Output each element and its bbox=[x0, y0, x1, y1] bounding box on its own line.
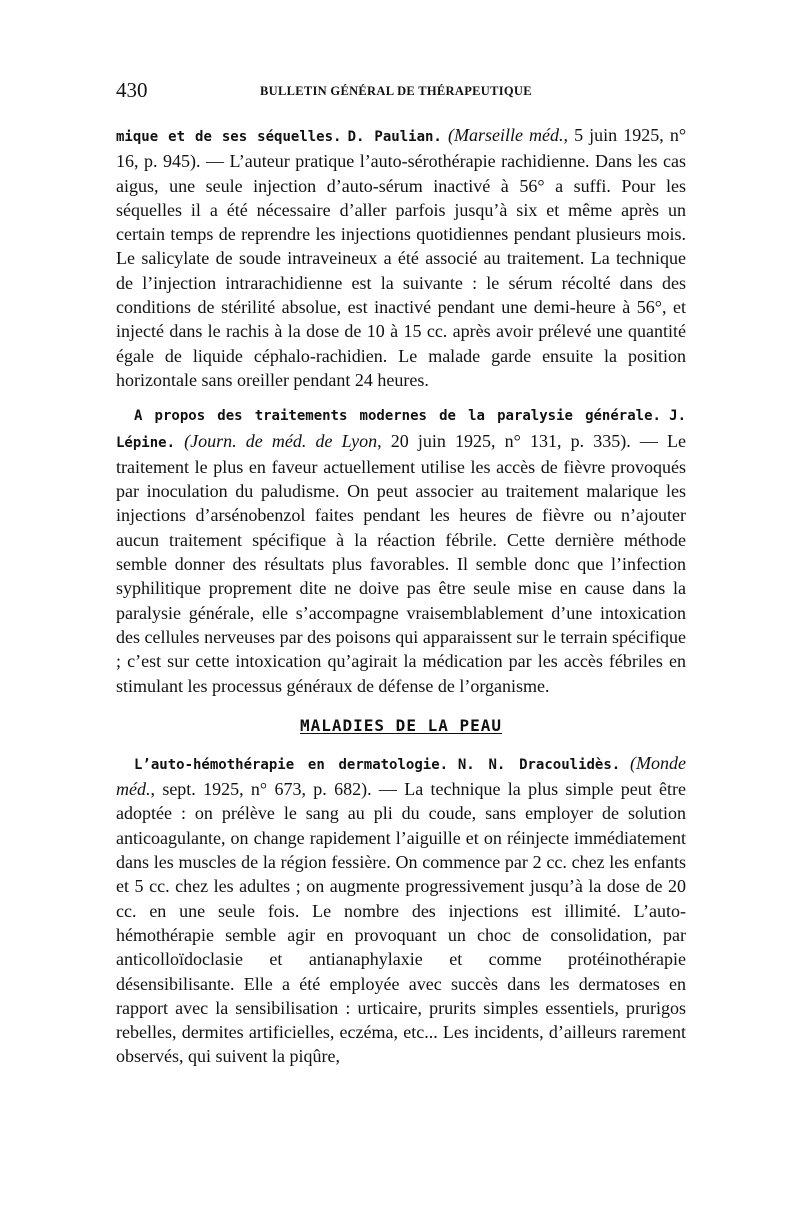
article-dracoulides bbox=[116, 751, 686, 1069]
journal-name: (Marseille méd. bbox=[447, 125, 564, 145]
citation: , 20 juin 1925, n° 131, p. 335). bbox=[377, 430, 631, 451]
article-body: — La technique la plus simple peut être adoptée : on prélève le sang au pli du coude, sans employer de solution anticoagulante, on change rapidement l’aiguille et on réinjecte immédiatement dans les muscles de la région fessière. On commence par 2 cc. chez les enfants et 5 cc. chez les adultes ; on augmente progressivement jusqu’à la dose de 20 cc. en une seule fois. Le nombre des injections est illimité. L’auto-hémothérapie semble agir en provoquant un choc de consolidation, par anticolloïdoclasie et antianaphylaxie et comme protéinothérapie désensibilisante. Elle a été employée avec succès dans les dermatoses en rapport avec la sensibilisation : urticaire, prurits simples essentiels, prurigos rebelles, dermites artificielles, eczéma, etc... Les incidents, d’ailleurs rarement observés, qui suivent la piqûre, bbox=[116, 779, 687, 1067]
article-body: — L’auteur pratique l’auto-sérothérapie rachidienne. Dans les cas aigus, une seule injection d’auto-sérum inactivé à 56° a suffi. Pour les séquelles il a été nécessaire d’aller parfois jusqu’à six et même après un certain temps de reprendre les injections quotidiennes pendant plusieurs mois. Le salicylate de soude intraveineux a été associé au traitement. La technique de l’injection intrarachidienne est la suivante : le sérum récolté dans des conditions de stérilité absolue, est inactivé pendant une demi-heure à 56°, et injecté dans le rachis à la dose de 10 à 15 cc. après avoir prélevé une quantité égale de liquide céphalo-rachidien. Le malade garde ensuite la position horizontale sans oreiller pendant 24 heures. bbox=[116, 151, 686, 390]
citation: , sept. 1925, n° 673, p. 682). bbox=[150, 779, 372, 800]
article-lepine bbox=[116, 402, 686, 698]
article-title: L’auto-hémothérapie en dermatologie. bbox=[134, 756, 449, 773]
page-number: 430 bbox=[116, 78, 148, 102]
journal-name: (Journ. de méd. de Lyon bbox=[184, 430, 378, 451]
citation: , 5 juin 1925, n° 16, p. 945). bbox=[116, 125, 687, 172]
article-title: A propos des traitements modernes de la paralysie générale. bbox=[134, 408, 661, 425]
journal-name: (Monde méd. bbox=[116, 752, 687, 800]
page-header bbox=[116, 78, 686, 102]
running-title: BULLETIN GÉNÉRAL DE THÉRAPEUTIQUE bbox=[260, 84, 532, 98]
article-authors: N. N. Dracoulidès. bbox=[457, 756, 621, 773]
article-authors: D. Paulian. bbox=[347, 129, 442, 145]
article-title: mique et de ses séquelles. bbox=[116, 129, 342, 145]
section-heading: MALADIES DE LA PEAU bbox=[299, 715, 503, 735]
article-body: — Le traitement le plus en faveur actuellement utilise les accès de fièvre provoqués par inoculation du paludisme. On peut associer au traitement malarique les injections d’arsénobenzol faites pendant les heures de fièvre ou n’ajouter aucun traitement spécifique à la réaction fébrile. Cette dernière méthode semble donner des résultats plus favorables. Il semble donc que l’infection syphilitique proprement dite ne doive pas être seule mise en cause dans la paralysie générale, elle s’accompagne vraisemblablement d’une intoxication des cellules nerveuses par des poisons qui apparaissent sur le terrain spécifique ; c’est sur cette intoxication qu’agirait la médication par les accès fébriles en stimulant les processus généraux de défense de l’organisme. bbox=[116, 430, 687, 696]
book-page bbox=[116, 78, 686, 1069]
article-paulian bbox=[116, 123, 686, 392]
article-authors: J. Lépine. bbox=[116, 408, 687, 451]
